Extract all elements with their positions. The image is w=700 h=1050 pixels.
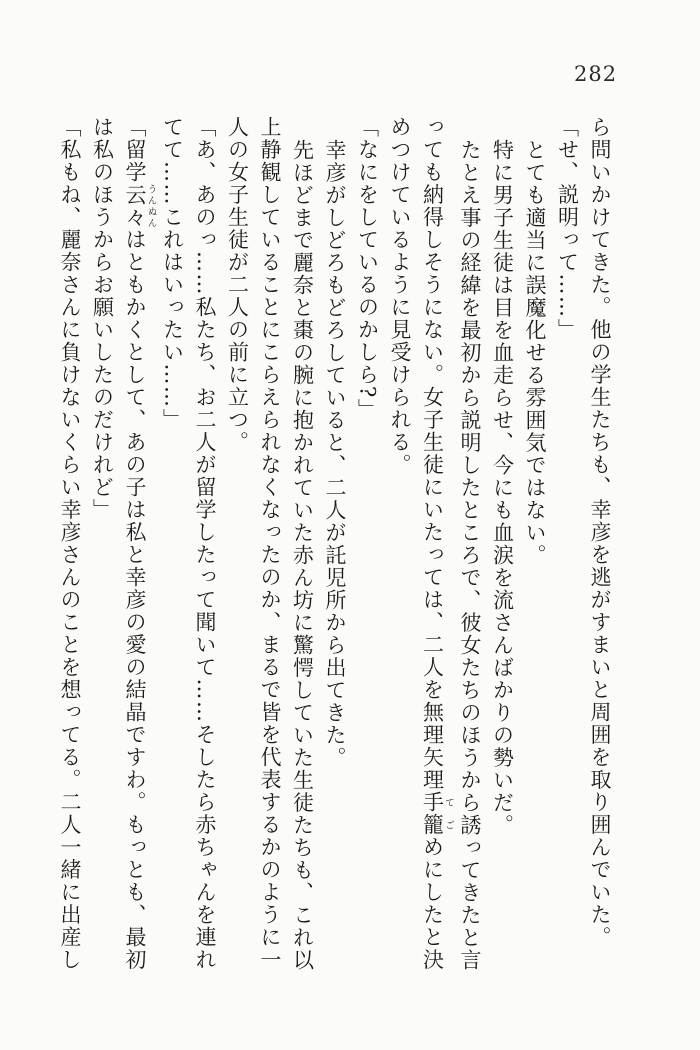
text-line-5 bbox=[454, 116, 487, 972]
text-segment: 特に男子生徒は目を血走らせ、今にも血涙を流さんばかりの勢いだ。 bbox=[490, 138, 515, 836]
text-segment: 「せ、説明って……」 bbox=[555, 116, 580, 341]
text-segment: てて……これはいったい……」 bbox=[160, 116, 185, 431]
text-segment: とても適当に誤魔化せる雰囲気ではない。 bbox=[523, 138, 547, 566]
text-line-11 bbox=[254, 116, 287, 972]
text-segment: はともかくとして、あの子は私と幸彦の愛の結晶ですわ。もっとも、最初 bbox=[123, 228, 147, 971]
text-segment: 「私もね、麗奈さんに負けないくらい幸彦さんのことを想ってる。二人一緒に出産し bbox=[58, 116, 82, 971]
text-segment: ら問いかけてきた。他の学生たちも、幸彦を逃がすまいと周囲を取り囲んでいた。 bbox=[588, 116, 612, 949]
text-line-9 bbox=[319, 116, 352, 972]
text-segment: たとえ事の経緯を最初から説明したところで、彼女たちのほうから誘ってきたと言 bbox=[458, 138, 482, 971]
text-segment: 「あ、あのっ……私たち、お二人が留学したって聞いて……そしたら赤ちゃんを連れ bbox=[193, 116, 217, 971]
text-line-3 bbox=[519, 116, 552, 972]
text-segment: 上静観していることにこらえられなくなったのか、まるで皆を代表するかのように一 bbox=[258, 116, 282, 971]
text-line-13 bbox=[189, 116, 222, 972]
text-segment: 「留学 bbox=[123, 116, 147, 184]
text-line-8 bbox=[351, 116, 384, 972]
text-line-15 bbox=[119, 116, 157, 972]
text-line-17 bbox=[54, 116, 87, 972]
text-line-16 bbox=[86, 116, 119, 972]
text-segment: 先ほどまで麗奈と棗の腕に抱かれていた赤ん坊に驚愕していた生徒たちも、これ以 bbox=[290, 138, 315, 971]
text-line-12 bbox=[221, 116, 254, 972]
text-line-7 bbox=[384, 116, 417, 972]
text-line-6 bbox=[416, 116, 454, 972]
text-segment: めつけているように見受けられる。 bbox=[388, 116, 412, 476]
page-number: 282 bbox=[574, 62, 618, 86]
text-line-1 bbox=[584, 116, 617, 972]
text-segment: 幸彦がしどろもどろしていると、二人が託児所から出てきた。 bbox=[323, 138, 347, 769]
text-line-14 bbox=[156, 116, 189, 972]
text-segment: っても納得しそうにない。女子生徒にいたっては、二人を無理矢理 bbox=[420, 116, 445, 791]
text-segment: 「なにをしているのかしら?」 bbox=[355, 116, 380, 422]
text-segment: は私のほうからお願いしたのだけれど」 bbox=[90, 116, 115, 521]
text-block bbox=[54, 116, 617, 972]
text-line-2 bbox=[551, 116, 584, 972]
furigana-ruby: 云々うんぬん bbox=[123, 183, 157, 229]
furigana-ruby: 手籠てご bbox=[420, 791, 454, 836]
text-line-10 bbox=[286, 116, 319, 972]
text-segment: 人の女子生徒が二人の前に立つ。 bbox=[225, 116, 250, 454]
text-line-4 bbox=[486, 116, 519, 972]
text-segment: めにしたと決 bbox=[420, 836, 445, 971]
